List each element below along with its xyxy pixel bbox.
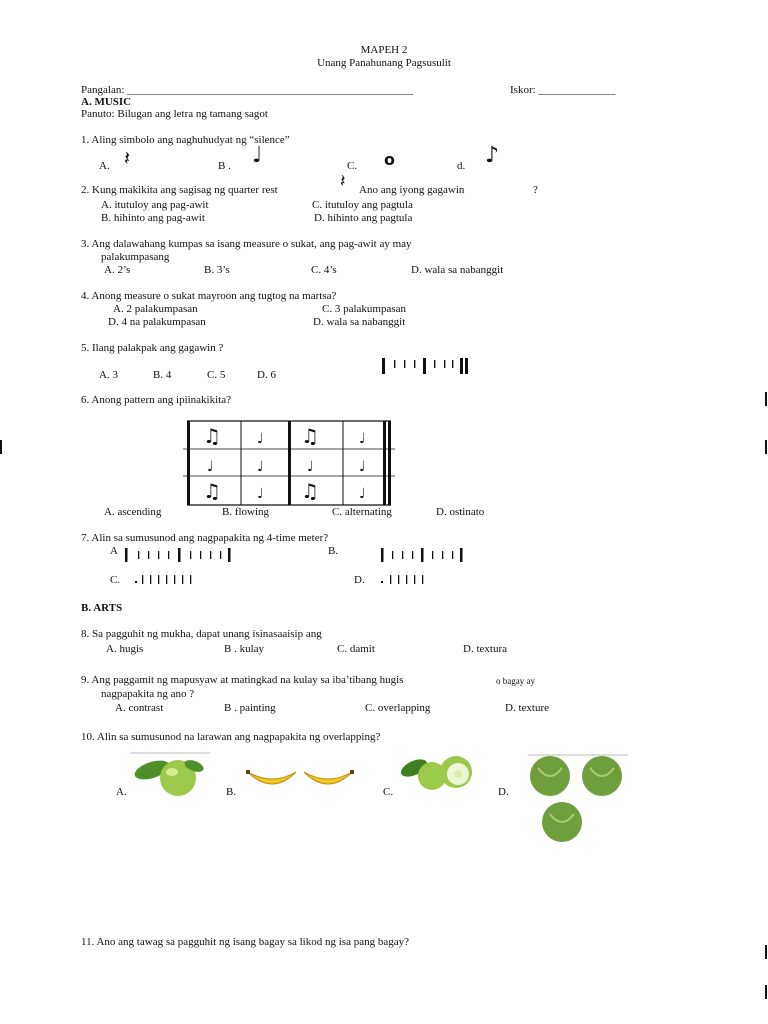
- svg-text:♩: ♩: [307, 459, 314, 475]
- question-8: 8. Sa pagguhit ng mukha, dapat unang isinasaaisip ang: [81, 628, 322, 640]
- question-9-small: o bagay ay: [496, 676, 535, 686]
- page-edge-mark: [0, 440, 2, 454]
- q7-option-d[interactable]: D.: [354, 574, 365, 586]
- question-1: 1. Aling simbolo ang naghuhudyat ng “silence”: [81, 134, 290, 146]
- question-2-end: Ano ang iyong gagawin: [359, 184, 465, 196]
- q4-option-d[interactable]: D. wala sa nabanggit: [313, 316, 406, 328]
- question-10: 10. Alin sa sumusunod na larawan ang nagpapakita ng overlapping?: [81, 731, 381, 743]
- q1-option-d[interactable]: d.: [457, 160, 466, 172]
- q10-option-a[interactable]: A.: [116, 786, 127, 798]
- page-edge-mark: [765, 945, 767, 959]
- meter-figure-d: [380, 573, 430, 587]
- q3-option-a[interactable]: A. 2’s: [104, 264, 131, 276]
- svg-text:♩: ♩: [257, 459, 264, 475]
- bananas-image: [244, 762, 358, 794]
- q9-option-c[interactable]: C. overlapping: [365, 702, 431, 714]
- beat-mark: [444, 360, 445, 368]
- q2-option-c[interactable]: C. itutuloy ang pagtula: [312, 199, 413, 211]
- score-field[interactable]: Iskor: ______________: [510, 84, 616, 96]
- q6-option-c[interactable]: C. alternating: [332, 506, 392, 518]
- q5-option-a[interactable]: A. 3: [99, 369, 118, 381]
- clapping-pattern-figure: [380, 356, 470, 376]
- q6-option-b[interactable]: B. flowing: [222, 506, 270, 518]
- question-9-cont: nagpapakita ng ano ?: [101, 688, 195, 700]
- double-bar-line: [465, 358, 468, 374]
- whole-note-icon: o: [384, 150, 395, 169]
- q4-option-c[interactable]: C. 3 palakumpasan: [322, 303, 407, 315]
- question-6: 6. Anong pattern ang ipiinakikita?: [81, 394, 231, 406]
- svg-text:♫: ♫: [203, 424, 221, 448]
- q8-option-b[interactable]: B . kulay: [224, 643, 265, 655]
- svg-text:♫: ♫: [301, 424, 319, 448]
- q1-option-b[interactable]: B .: [218, 160, 231, 172]
- meter-figure-b: [380, 548, 465, 564]
- quarter-note-icon: ♩: [252, 143, 263, 168]
- meter-figure-a: [124, 548, 234, 564]
- svg-text:♫: ♫: [203, 479, 221, 503]
- q3-option-c[interactable]: C. 4’s: [311, 264, 337, 276]
- svg-text:♩: ♩: [257, 486, 264, 502]
- q9-option-b[interactable]: B . painting: [224, 702, 276, 714]
- bar-line: [382, 358, 385, 374]
- q8-option-d[interactable]: D. textura: [463, 643, 507, 655]
- q2-option-b[interactable]: B. hihinto ang pag-awit: [101, 212, 205, 224]
- q5-option-b[interactable]: B. 4: [153, 369, 172, 381]
- quarter-rest-icon: 𝄽: [124, 146, 131, 170]
- question-2-mark: ?: [533, 184, 538, 196]
- instruction: Panuto: Bilugan ang letra ng tamang sagot: [81, 108, 268, 120]
- question-4: 4. Anong measure o sukat mayroon ang tugtog na martsa?: [81, 290, 337, 302]
- q10-option-b[interactable]: B.: [226, 786, 237, 798]
- eighth-note-icon: ♪: [485, 143, 500, 168]
- q8-option-a[interactable]: A. hugis: [106, 643, 144, 655]
- svg-text:♩: ♩: [207, 459, 214, 475]
- double-bar-line: [460, 358, 463, 374]
- q2-option-d[interactable]: D. hihinto ang pagtula: [314, 212, 413, 224]
- q9-option-a[interactable]: A. contrast: [115, 702, 164, 714]
- question-11: 11. Ano ang tawag sa pagguhit ng isang bagay sa likod ng isa pang bagay?: [81, 936, 409, 948]
- beat-mark: [434, 360, 435, 368]
- guava-slices-image: [398, 752, 478, 792]
- q7-option-c[interactable]: C.: [110, 574, 121, 586]
- q4-option-d-left[interactable]: D. 4 na palakumpasan: [108, 316, 206, 328]
- page-edge-mark: [765, 440, 767, 454]
- name-field[interactable]: Pangalan: ____________________________________________________: [81, 84, 414, 96]
- question-3-cont: palakumpasang: [101, 251, 170, 263]
- q1-option-a[interactable]: A.: [99, 160, 110, 172]
- q6-option-a[interactable]: A. ascending: [104, 506, 162, 518]
- beat-mark: [394, 360, 395, 368]
- q10-option-c[interactable]: C.: [383, 786, 394, 798]
- beat-mark: [452, 360, 453, 368]
- question-2: 2. Kung makikita ang sagisag ng quarter rest: [81, 184, 278, 196]
- page-title: MAPEH 2: [360, 44, 408, 56]
- rhythm-pattern-figure: [183, 419, 395, 509]
- svg-text:♩: ♩: [359, 486, 366, 502]
- q5-option-c[interactable]: C. 5: [207, 369, 226, 381]
- q7-option-b[interactable]: B.: [328, 545, 339, 557]
- q8-option-c[interactable]: C. damit: [337, 643, 375, 655]
- section-heading-arts: B. ARTS: [81, 602, 123, 614]
- beat-mark: [414, 360, 415, 368]
- question-9: 9. Ang paggamit ng mapusyaw at matingkad na kulay sa iba’tibang hugis: [81, 674, 404, 686]
- meter-figure-c: [134, 573, 196, 587]
- question-5: 5. Ilang palakpak ang gagawin ?: [81, 342, 224, 354]
- question-3: 3. Ang dalawahang kumpas sa isang measure o sukat, ang pag-awit ay may: [81, 238, 412, 250]
- bar-line: [423, 358, 426, 374]
- q3-option-b[interactable]: B. 3’s: [204, 264, 230, 276]
- q4-option-a[interactable]: A. 2 palakumpasan: [113, 303, 198, 315]
- svg-text:♩: ♩: [359, 459, 366, 475]
- q10-option-d[interactable]: D.: [498, 786, 509, 798]
- page-edge-mark: [765, 985, 767, 999]
- section-heading-music: A. MUSIC: [81, 96, 132, 108]
- svg-text:♩: ♩: [359, 431, 366, 447]
- q9-option-d[interactable]: D. texture: [505, 702, 549, 714]
- beat-mark: [404, 360, 405, 368]
- page-subtitle: Unang Panahunang Pagsusulit: [317, 57, 451, 69]
- quarter-rest-icon: 𝄽: [340, 171, 346, 192]
- cabbages-image: [524, 754, 630, 846]
- q3-option-d[interactable]: D. wala sa nabanggit: [411, 264, 504, 276]
- guava-image: [128, 752, 212, 798]
- svg-text:♫: ♫: [301, 479, 319, 503]
- q1-option-c[interactable]: C.: [347, 160, 358, 172]
- svg-text:♩: ♩: [257, 431, 264, 447]
- q7-option-a[interactable]: A: [110, 545, 118, 557]
- question-7: 7. Alin sa sumusunod ang nagpapakita ng 4-time meter?: [81, 532, 329, 544]
- q6-option-d[interactable]: D. ostinato: [436, 506, 485, 518]
- q2-option-a[interactable]: A. itutuloy ang pag-awit: [101, 199, 209, 211]
- page-edge-mark: [765, 392, 767, 406]
- q5-option-d[interactable]: D. 6: [257, 369, 276, 381]
